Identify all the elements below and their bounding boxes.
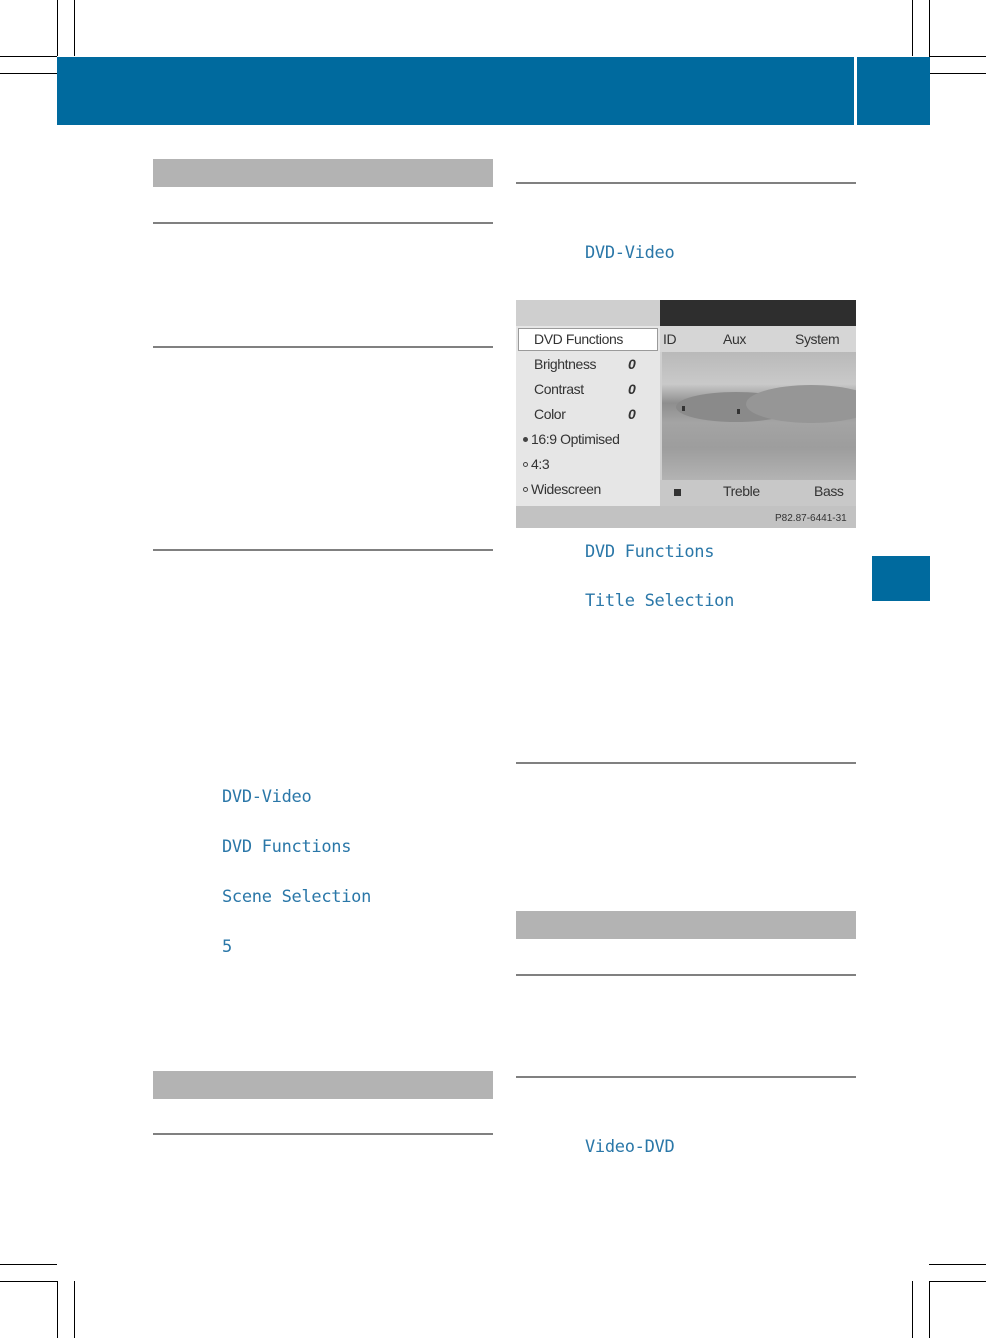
crop-mark bbox=[929, 1264, 986, 1265]
step-dvd-video: DVD-Video bbox=[222, 787, 312, 807]
crop-mark bbox=[0, 1281, 57, 1282]
step-video-dvd: Video-DVD bbox=[585, 1137, 675, 1157]
format-option-widescreen bbox=[523, 481, 601, 497]
crop-mark bbox=[0, 56, 57, 57]
menu-item-color: Color bbox=[534, 406, 566, 422]
format-option-label: Widescreen bbox=[531, 481, 601, 497]
section-heading-bar bbox=[153, 1071, 493, 1099]
header-divider bbox=[854, 57, 857, 125]
menu-value-contrast: 0 bbox=[628, 381, 636, 397]
step-scene-number: 5 bbox=[222, 937, 232, 957]
tab-bass: Bass bbox=[814, 483, 844, 499]
tab-system: System bbox=[795, 331, 840, 347]
tab-aux: Aux bbox=[723, 331, 746, 347]
image-code: P82.87-6441-31 bbox=[775, 513, 847, 524]
menu-item-contrast: Contrast bbox=[534, 381, 584, 397]
section-heading-bar bbox=[516, 911, 856, 939]
crop-mark bbox=[57, 1281, 58, 1338]
section-heading-bar bbox=[153, 159, 493, 187]
format-option-4-3 bbox=[523, 456, 549, 472]
section-rule bbox=[516, 1076, 856, 1078]
screen-top-bar bbox=[660, 300, 856, 326]
step-scene-selection: Scene Selection bbox=[222, 887, 372, 907]
menu-title: DVD Functions bbox=[534, 331, 623, 347]
stop-icon bbox=[674, 489, 681, 496]
tab-treble: Treble bbox=[723, 483, 760, 499]
crop-mark bbox=[930, 73, 986, 74]
video-bird-shape bbox=[682, 406, 685, 411]
crop-mark bbox=[929, 1281, 930, 1338]
radio-empty-icon bbox=[523, 462, 528, 467]
format-option-label: 16:9 Optimised bbox=[531, 431, 620, 447]
radio-selected-icon bbox=[523, 437, 528, 442]
menu-item-brightness: Brightness bbox=[534, 356, 597, 372]
format-option-16-9 bbox=[523, 431, 620, 447]
section-rule bbox=[516, 974, 856, 976]
radio-empty-icon bbox=[523, 487, 528, 492]
section-rule bbox=[153, 346, 493, 348]
crop-mark bbox=[929, 1281, 986, 1282]
video-bird-shape bbox=[737, 409, 740, 414]
crop-mark bbox=[912, 0, 913, 56]
crop-mark bbox=[0, 73, 57, 74]
crop-mark bbox=[929, 56, 986, 57]
menu-value-color: 0 bbox=[628, 406, 636, 422]
crop-mark bbox=[912, 1281, 913, 1338]
section-rule bbox=[516, 182, 856, 184]
crop-mark bbox=[74, 0, 75, 56]
section-rule bbox=[153, 222, 493, 224]
crop-mark bbox=[57, 0, 58, 56]
section-rule bbox=[153, 1133, 493, 1135]
step-dvd-functions: DVD Functions bbox=[222, 837, 352, 857]
section-rule bbox=[516, 762, 856, 764]
section-rule bbox=[153, 549, 493, 551]
format-option-label: 4:3 bbox=[531, 456, 550, 472]
menu-value-brightness: 0 bbox=[628, 356, 636, 372]
step-dvd-functions: DVD Functions bbox=[585, 542, 715, 562]
dvd-functions-screen-image bbox=[516, 300, 856, 528]
chapter-side-tab bbox=[872, 556, 930, 601]
page-header-bar bbox=[57, 57, 930, 125]
crop-mark bbox=[929, 0, 930, 56]
step-title-selection: Title Selection bbox=[585, 591, 735, 611]
tab-id: ID bbox=[663, 331, 677, 347]
crop-mark bbox=[74, 1281, 75, 1338]
crop-mark bbox=[0, 1264, 57, 1265]
step-dvd-video: DVD-Video bbox=[585, 243, 675, 263]
